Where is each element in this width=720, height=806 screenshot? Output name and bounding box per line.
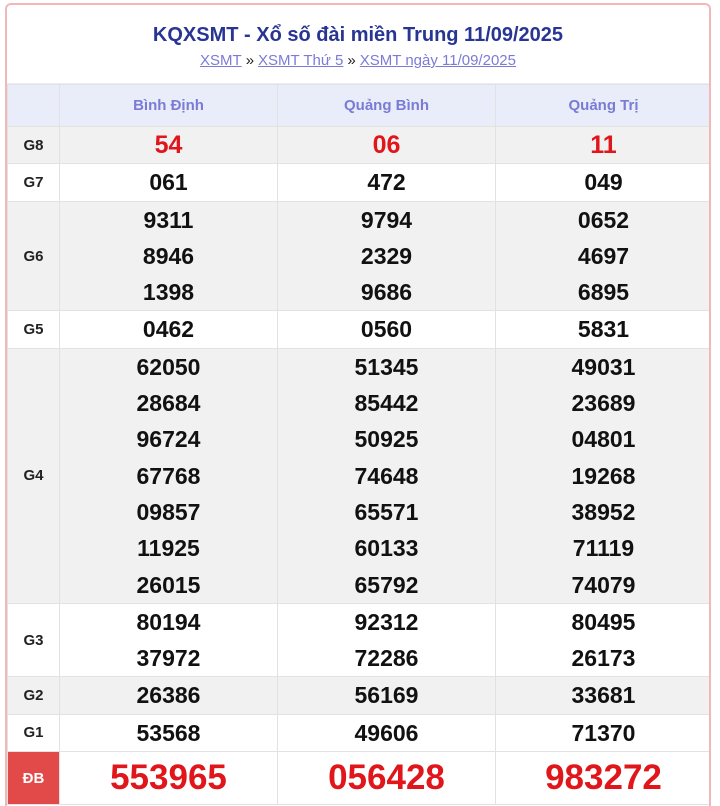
prize-number: 49606 <box>354 719 419 746</box>
prize-number: 80495 <box>571 608 636 635</box>
prize-number: 553965 <box>110 758 227 798</box>
prize-cell <box>496 714 712 751</box>
prize-number: 54 <box>154 131 183 159</box>
prize-number: 96724 <box>136 426 201 453</box>
prize-number: 62050 <box>136 353 201 380</box>
prize-number: 4697 <box>577 242 630 269</box>
prize-number: 0652 <box>577 206 630 233</box>
prize-label: G4 <box>8 348 60 603</box>
prize-number: 0560 <box>360 316 413 343</box>
prize-cell <box>278 201 496 311</box>
breadcrumb-separator: » <box>245 52 255 69</box>
prize-number: 37972 <box>136 645 201 672</box>
prize-cell <box>496 164 712 201</box>
prize-cell <box>60 348 278 603</box>
prize-cell <box>496 201 712 311</box>
prize-row-g8 <box>8 127 712 164</box>
prize-number: 49031 <box>571 353 636 380</box>
breadcrumb-separator: » <box>347 52 356 69</box>
prize-number: 85442 <box>354 390 419 417</box>
prize-number: 19268 <box>571 462 636 489</box>
prize-number: 061 <box>149 169 188 196</box>
prize-label: G3 <box>8 603 60 677</box>
prize-cell <box>278 677 496 714</box>
prize-row-g4 <box>8 348 712 603</box>
prize-row-g2 <box>8 677 712 714</box>
prize-label: G2 <box>8 677 60 714</box>
prize-number: 53568 <box>136 719 201 746</box>
prize-row-g5 <box>8 311 712 348</box>
breadcrumb-link-date[interactable]: XSMT ngày 11/09/2025 <box>359 52 516 69</box>
prize-number: 049 <box>584 169 623 196</box>
prize-number: 9686 <box>360 279 413 306</box>
breadcrumb-link-weekday[interactable]: XSMT Thứ 5 <box>258 52 344 69</box>
prize-row-g1 <box>8 714 712 751</box>
prize-cell <box>60 164 278 201</box>
prize-cell <box>278 311 496 348</box>
prize-number: 8946 <box>142 242 195 269</box>
prize-number: 06 <box>372 131 401 159</box>
prize-label: ĐB <box>8 752 60 805</box>
results-header <box>7 5 709 84</box>
prize-number: 72286 <box>354 645 419 672</box>
prize-row-g6 <box>8 201 712 311</box>
prize-number: 09857 <box>136 498 201 525</box>
prize-number: 50925 <box>354 426 419 453</box>
page-title: KQXSMT - Xổ số đài miền Trung 11/09/2025 <box>152 24 564 46</box>
prize-label: G5 <box>8 311 60 348</box>
prize-number: 23689 <box>571 390 636 417</box>
prize-number: 26386 <box>136 682 201 709</box>
prize-number: 56169 <box>354 682 419 709</box>
prize-number: 983272 <box>545 758 662 798</box>
prize-number: 51345 <box>354 353 419 380</box>
prize-rows <box>8 127 712 805</box>
prize-cell <box>60 201 278 311</box>
breadcrumb-link-xsmt[interactable]: XSMT <box>200 52 242 69</box>
prize-cell <box>278 714 496 751</box>
prize-row-g3 <box>8 603 712 677</box>
prize-number: 056428 <box>328 758 445 798</box>
prize-number: 74079 <box>571 571 636 598</box>
prize-number: 6895 <box>577 279 630 306</box>
prize-number: 0462 <box>142 316 195 343</box>
corner-cell <box>8 85 60 127</box>
prize-number: 28684 <box>136 390 201 417</box>
prize-cell <box>278 752 496 805</box>
prize-number: 04801 <box>571 426 636 453</box>
prize-cell <box>60 311 278 348</box>
prize-number: 472 <box>367 169 406 196</box>
prize-number: 65571 <box>354 498 419 525</box>
prize-row-g7 <box>8 164 712 201</box>
prize-number: 26173 <box>571 645 636 672</box>
prize-cell <box>60 677 278 714</box>
prize-cell <box>60 127 278 164</box>
prize-cell <box>60 752 278 805</box>
prize-cell <box>60 603 278 677</box>
prize-number: 92312 <box>354 608 419 635</box>
prize-number: 1398 <box>142 279 195 306</box>
prize-label: G6 <box>8 201 60 311</box>
prize-cell <box>496 677 712 714</box>
prize-number: 33681 <box>571 682 636 709</box>
prize-number: 67768 <box>136 462 201 489</box>
prize-number: 5831 <box>577 316 630 343</box>
prize-label: G7 <box>8 164 60 201</box>
prize-label: G1 <box>8 714 60 751</box>
prize-number: 71370 <box>571 719 636 746</box>
breadcrumb <box>7 52 709 70</box>
prize-cell <box>496 603 712 677</box>
province-header: Quảng Trị <box>496 85 712 127</box>
prize-cell <box>496 348 712 603</box>
prize-number: 65792 <box>354 571 419 598</box>
prize-cell <box>60 714 278 751</box>
prize-cell <box>278 348 496 603</box>
prize-cell <box>496 752 712 805</box>
prize-cell <box>496 127 712 164</box>
province-header: Bình Định <box>60 85 278 127</box>
results-card <box>5 3 711 806</box>
prize-number: 2329 <box>360 242 413 269</box>
prize-cell <box>278 164 496 201</box>
prize-number: 11 <box>590 131 617 159</box>
prize-number: 9311 <box>143 206 194 233</box>
prize-number: 38952 <box>571 498 636 525</box>
prize-number: 80194 <box>136 608 201 635</box>
prize-row-đb <box>8 752 712 805</box>
prize-number: 74648 <box>354 462 419 489</box>
province-header: Quảng Bình <box>278 85 496 127</box>
prize-label: G8 <box>8 127 60 164</box>
province-header-row <box>8 85 712 127</box>
results-table <box>7 84 711 805</box>
prize-number: 26015 <box>136 571 201 598</box>
prize-number: 11925 <box>137 535 200 562</box>
prize-cell <box>278 603 496 677</box>
prize-number: 9794 <box>360 206 413 233</box>
prize-number: 71119 <box>572 535 635 562</box>
prize-cell <box>278 127 496 164</box>
prize-cell <box>496 311 712 348</box>
prize-number: 60133 <box>354 535 419 562</box>
